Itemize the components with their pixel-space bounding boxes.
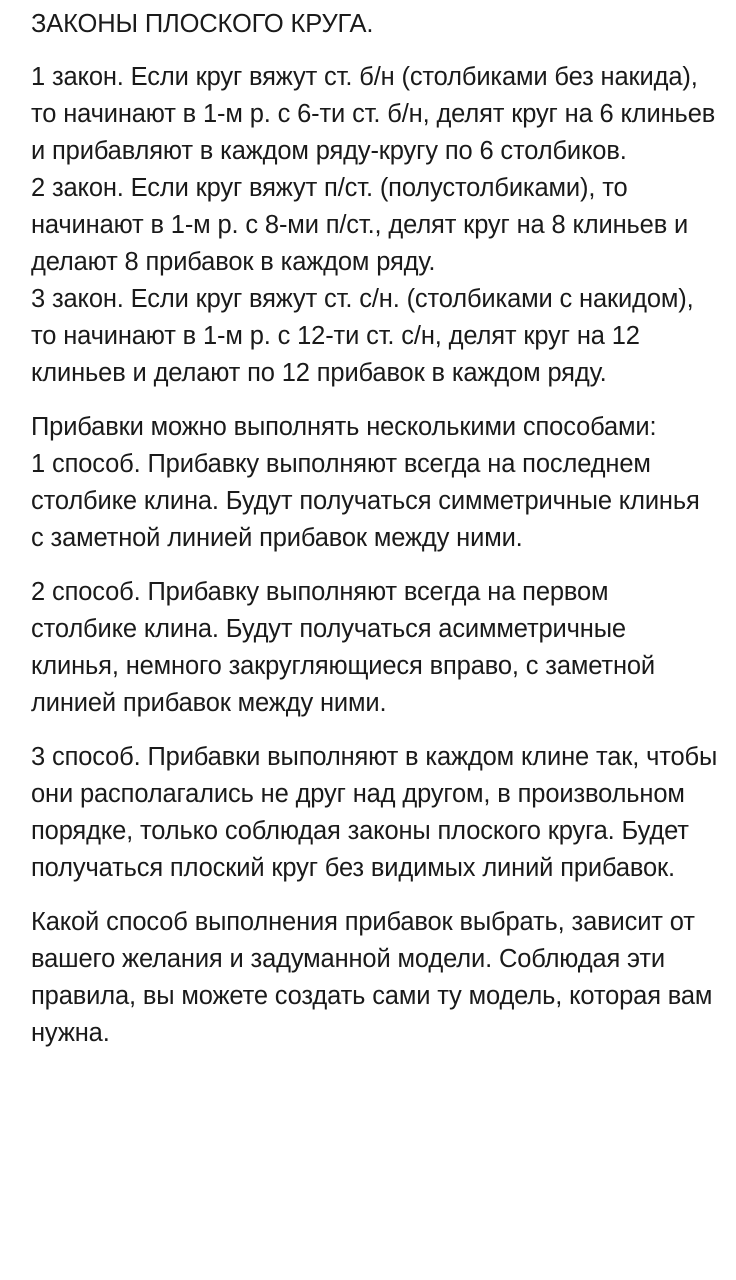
methods-intro-block bbox=[31, 409, 718, 557]
method-3-paragraph bbox=[31, 739, 718, 887]
method-3-block bbox=[31, 739, 718, 887]
law-2-paragraph bbox=[31, 170, 718, 281]
document-title: ЗАКОНЫ ПЛОСКОГО КРУГА. bbox=[31, 10, 374, 38]
law-1-paragraph bbox=[31, 59, 718, 170]
law-3-paragraph bbox=[31, 281, 718, 392]
methods-intro: Прибавки можно выполнять несколькими способами: bbox=[31, 413, 657, 441]
method-2-paragraph bbox=[31, 574, 718, 722]
method-2-block bbox=[31, 574, 718, 722]
method-3-text: 3 способ. Прибавки выполняют в каждом клине так, чтобы они располагались не друг над другом, в произвольном порядке, только соблюдая законы плоского круга. Будет получаться плоский круг без видимых линий прибавок. bbox=[31, 743, 718, 882]
method-1-paragraph bbox=[31, 446, 718, 557]
method-2-text: 2 способ. Прибавку выполняют всегда на первом столбике клина. Будут получаться асимметричные клинья, немного закругляющиеся вправо, с заметной линией прибавок между ними. bbox=[31, 578, 655, 717]
conclusion-paragraph: Какой способ выполнения прибавок выбрать, зависит от вашего желания и задуманной модели. Соблюдая эти правила, вы можете создать сами ту модель, которая вам нужна. bbox=[31, 908, 713, 1047]
method-1-text: 1 способ. Прибавку выполняют всегда на последнем столбике клина. Будут получаться симметричные клинья с заметной линией прибавок между ними. bbox=[31, 450, 700, 552]
law-2-text: 2 закон. Если круг вяжут п/ст. (полустолбиками), то начинают в 1-м р. с 8-ми п/ст., делят круг на 8 клиньев и делают 8 прибавок в каждом ряду. bbox=[31, 174, 689, 276]
laws-section bbox=[31, 59, 718, 392]
law-1-text: 1 закон. Если круг вяжут ст. б/н (столбиками без накида), то начинают в 1-м р. с 6-ти ст. б/н, делят круг на 6 клиньев и прибавляют в каждом ряду-кругу по 6 столбиков. bbox=[31, 63, 716, 165]
conclusion-block bbox=[31, 904, 718, 1052]
law-3-text: 3 закон. Если круг вяжут ст. с/н. (столбиками с накидом), то начинают в 1-м р. с 12-ти ст. с/н, делят круг на 12 клиньев и делают по 12 прибавок в каждом ряду. bbox=[31, 285, 694, 387]
